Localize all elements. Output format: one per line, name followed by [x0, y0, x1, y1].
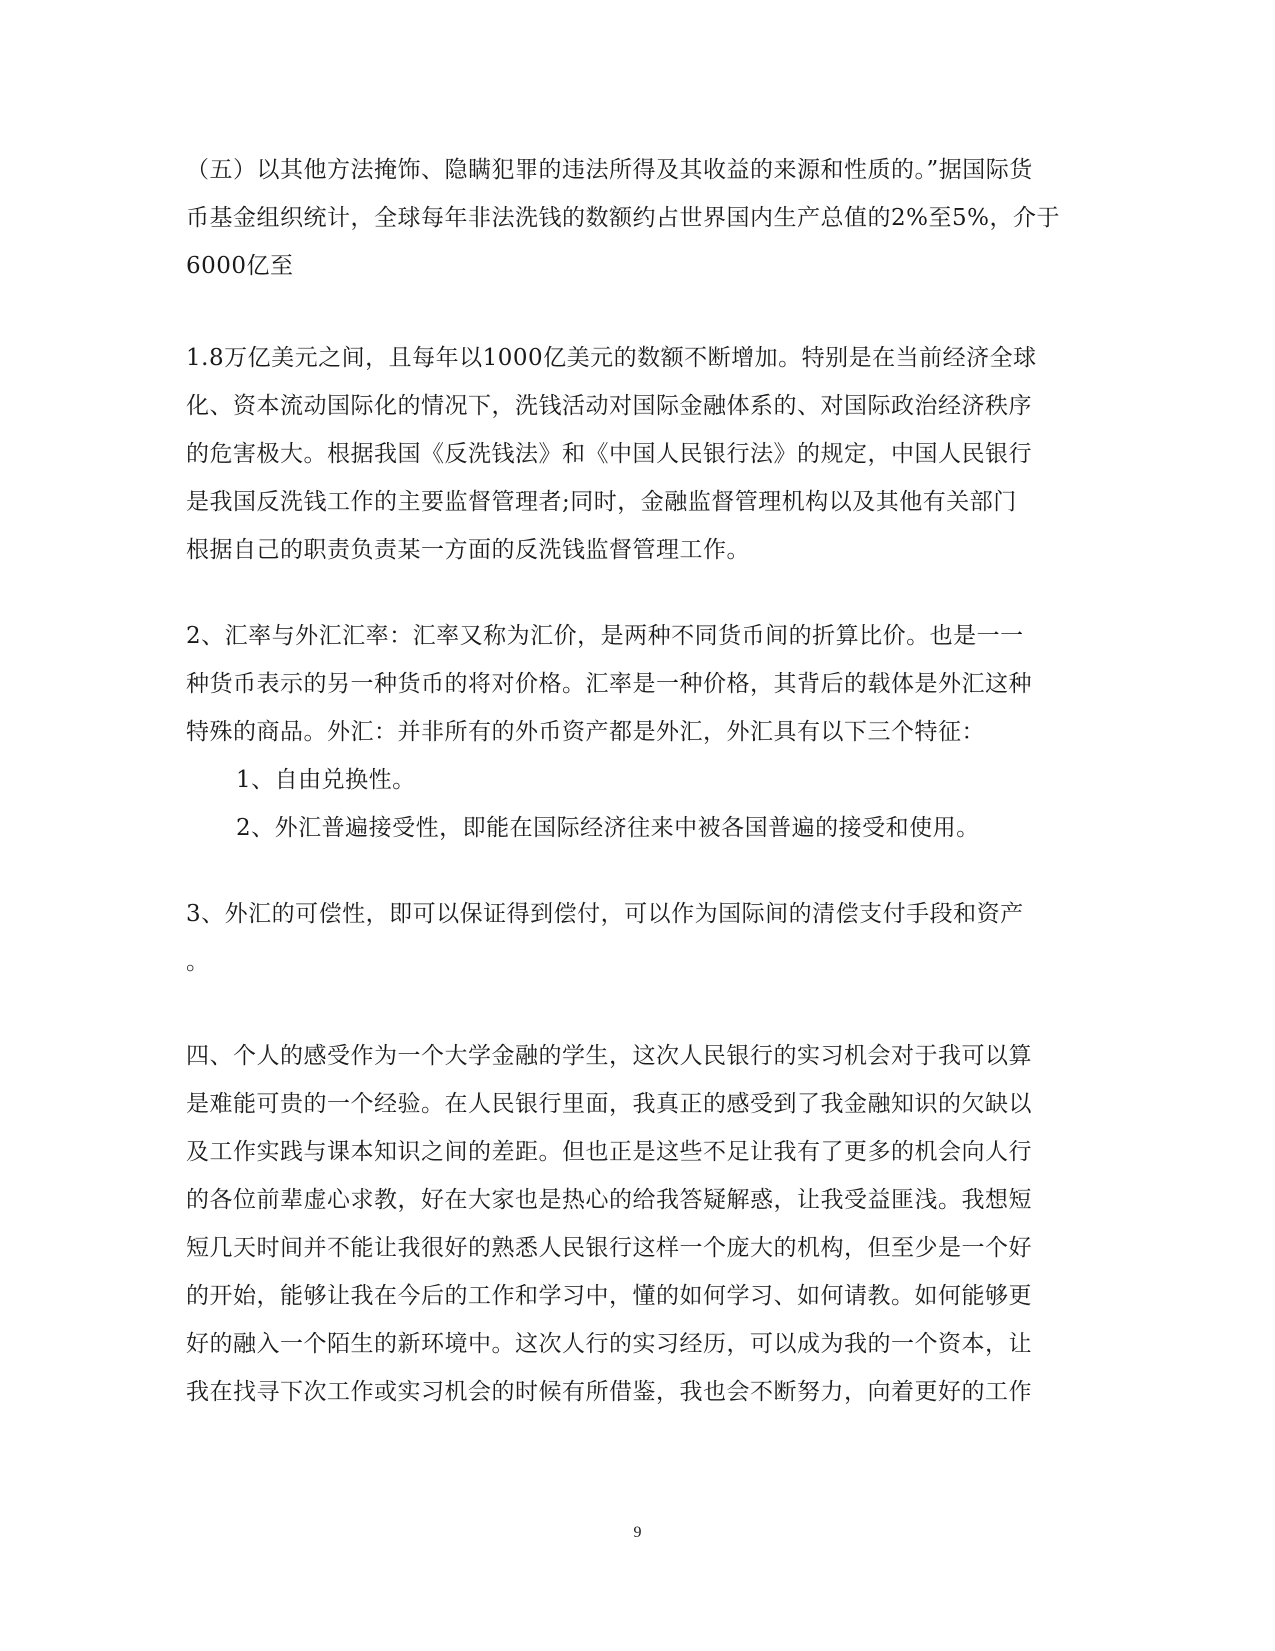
paragraph-laundering-methods: [186, 146, 1090, 290]
text-line: 四、个人的感受作为一个大学金融的学生，这次人民银行的实习机会对于我可以算: [186, 1043, 1032, 1069]
list-item-free-convertibility: 1、自由兑换性。: [236, 767, 416, 793]
text-line: 2、汇率与外汇汇率：汇率又称为汇价，是两种不同货币间的折算比价。也是一一: [186, 623, 1024, 649]
text-line: 根据自己的职责负责某一方面的反洗钱监督管理工作。: [186, 537, 750, 563]
text-line: 6000亿至: [186, 253, 294, 279]
text-line: 特殊的商品。外汇：并非所有的外币资产都是外汇，外汇具有以下三个特征：: [186, 719, 985, 745]
text-line: 的危害极大。根据我国《反洗钱法》和《中国人民银行法》的规定，中国人民银行: [186, 441, 1032, 467]
text-line: 。: [186, 949, 210, 975]
list-item-general-acceptance: 2、外汇普遍接受性，即能在国际经济往来中被各国普遍的接受和使用。: [236, 815, 980, 841]
paragraph-exchange-rate: [186, 612, 1090, 756]
paragraph-regulation: [186, 334, 1090, 574]
text-line: 及工作实践与课本知识之间的差距。但也正是这些不足让我有了更多的机会向人行: [186, 1139, 1032, 1165]
text-line: 币基金组织统计，全球每年非法洗钱的数额约占世界国内生产总值的2%至5%，介于: [186, 205, 1060, 231]
text-line: 我在找寻下次工作或实习机会的时候有所借鉴，我也会不断努力，向着更好的工作: [186, 1379, 1032, 1405]
paragraph-personal-reflection: [186, 1032, 1090, 1416]
text-line: 是我国反洗钱工作的主要监督管理者;同时，金融监督管理机构以及其他有关部门: [186, 489, 1017, 515]
page-number: 9: [633, 1524, 642, 1541]
text-line: 1.8万亿美元之间，且每年以1000亿美元的数额不断增加。特别是在当前经济全球: [186, 345, 1037, 371]
text-line: （五）以其他方法掩饰、隐瞒犯罪的违法所得及其收益的来源和性质的。”据国际货: [186, 157, 1033, 183]
text-line: 的各位前辈虚心求教，好在大家也是热心的给我答疑解惑，让我受益匪浅。我想短: [186, 1187, 1032, 1213]
paragraph-repayability: [186, 890, 1090, 986]
text-line: 短几天时间并不能让我很好的熟悉人民银行这样一个庞大的机构，但至少是一个好: [186, 1235, 1032, 1261]
text-line: 是难能可贵的一个经验。在人民银行里面，我真正的感受到了我金融知识的欠缺以: [186, 1091, 1032, 1117]
text-line: 种货币表示的另一种货币的将对价格。汇率是一种价格，其背后的载体是外汇这种: [186, 671, 1032, 697]
text-line: 3、外汇的可偿性，即可以保证得到偿付，可以作为国际间的清偿支付手段和资产: [186, 901, 1024, 927]
text-line: 的开始，能够让我在今后的工作和学习中，懂的如何学习、如何请教。如何能够更: [186, 1283, 1032, 1309]
text-line: 好的融入一个陌生的新环境中。这次人行的实习经历，可以成为我的一个资本，让: [186, 1331, 1032, 1357]
text-line: 化、资本流动国际化的情况下，洗钱活动对国际金融体系的、对国际政治经济秩序: [186, 393, 1032, 419]
